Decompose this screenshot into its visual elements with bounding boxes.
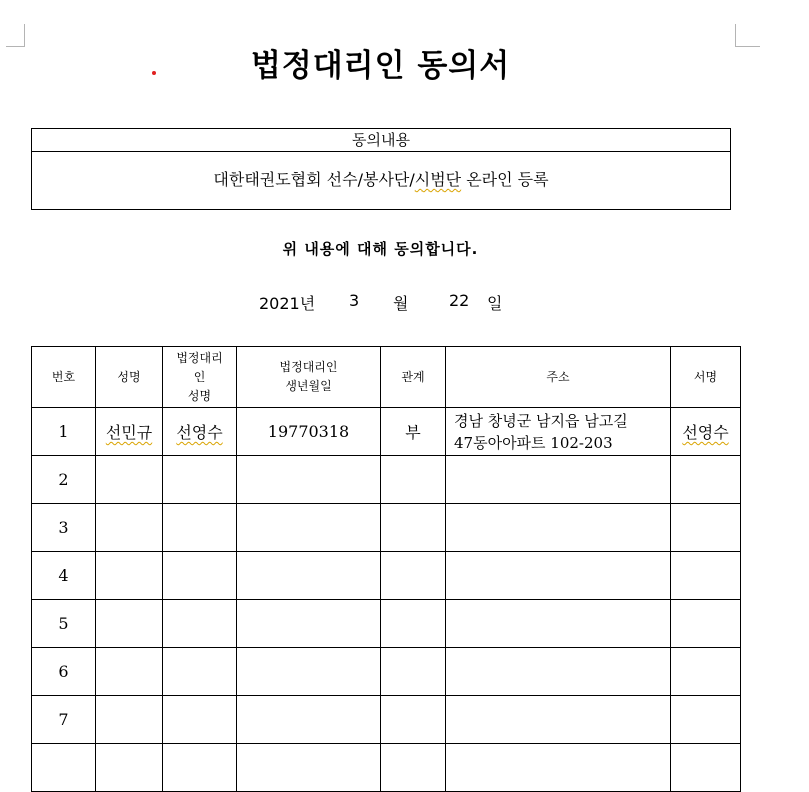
cell-relation[interactable]: [381, 696, 446, 744]
table-row: [32, 552, 741, 600]
cell-guardian-birth[interactable]: 19770318: [237, 408, 381, 456]
cell-number: 5: [32, 600, 96, 648]
header-name: 성명: [96, 347, 163, 408]
consent-text: [32, 152, 730, 208]
agree-statement: 위 내용에 대해 동의합니다.: [282, 240, 479, 258]
cell-guardian-name[interactable]: [163, 408, 237, 456]
guardian-table: [31, 346, 741, 792]
header-guardian-name-l1: 법정대리: [176, 350, 223, 365]
cell-number: 2: [32, 456, 96, 504]
consent-header: 동의내용: [32, 129, 730, 152]
date-month-unit: 월: [393, 294, 409, 313]
cell-address-l1: 경남 창녕군 남지읍 남고길: [454, 411, 628, 430]
cell-number: 6: [32, 648, 96, 696]
cell-name[interactable]: [96, 552, 163, 600]
header-relation: 관계: [381, 347, 446, 408]
table-row: [32, 504, 741, 552]
cell-signature-text: 선영수: [682, 423, 729, 442]
cell-relation[interactable]: 부: [381, 408, 446, 456]
date-year: 2021년: [259, 294, 316, 313]
cell-guardian-birth[interactable]: [237, 696, 381, 744]
cell-guardian-name[interactable]: [163, 648, 237, 696]
cell-signature[interactable]: [671, 408, 741, 456]
cell-guardian-name[interactable]: [163, 504, 237, 552]
header-guardian-birth-l2: 생년월일: [285, 379, 332, 393]
header-guardian-birth-l1: 법정대리인: [279, 360, 338, 374]
cell-name[interactable]: [96, 696, 163, 744]
cell-guardian-name[interactable]: [163, 600, 237, 648]
cell-signature[interactable]: [671, 552, 741, 600]
cell-number: 4: [32, 552, 96, 600]
consent-box: [31, 128, 731, 210]
cell-address[interactable]: [446, 648, 671, 696]
header-guardian-name-l3: 성명: [187, 388, 212, 403]
consent-text-part-2: 시범단: [414, 170, 462, 189]
header-number: 번호: [32, 347, 96, 408]
table-row: [32, 456, 741, 504]
cell-signature[interactable]: [671, 648, 741, 696]
cell-signature[interactable]: [671, 504, 741, 552]
date-day-unit: 일: [487, 294, 503, 313]
cell-guardian-name[interactable]: [163, 696, 237, 744]
cell-relation[interactable]: [381, 600, 446, 648]
cell-address[interactable]: [446, 696, 671, 744]
cell-name[interactable]: [96, 456, 163, 504]
cell-signature[interactable]: [671, 600, 741, 648]
cell-name[interactable]: [96, 408, 163, 456]
cell-number: 1: [32, 408, 96, 456]
cell-address[interactable]: [446, 552, 671, 600]
document-title: 법정대리인 동의서: [250, 48, 511, 84]
cell-guardian-name-text: 선영수: [176, 423, 223, 442]
cell-address[interactable]: [446, 456, 671, 504]
header-guardian-birth: [237, 347, 381, 408]
table-row: [32, 696, 741, 744]
header-guardian-name-l2: 인: [193, 369, 206, 384]
cell-name[interactable]: [96, 648, 163, 696]
cell-guardian-birth[interactable]: [237, 648, 381, 696]
table-row: [32, 600, 741, 648]
cell-guardian-birth[interactable]: [237, 456, 381, 504]
consent-text-part-1: 대한태권도협회 선수/봉사단/: [213, 170, 415, 189]
header-guardian-name: [163, 347, 237, 408]
cell-number: 7: [32, 696, 96, 744]
cell-address[interactable]: [446, 504, 671, 552]
cell-relation[interactable]: [381, 552, 446, 600]
table-row: [32, 648, 741, 696]
cell-guardian-name[interactable]: [163, 456, 237, 504]
cell-address[interactable]: [446, 408, 671, 456]
header-address: 주소: [446, 347, 671, 408]
cell-signature[interactable]: [671, 456, 741, 504]
cell-relation[interactable]: [381, 456, 446, 504]
table-header-row: [32, 347, 741, 408]
cell-signature[interactable]: [671, 696, 741, 744]
cell-name[interactable]: [96, 504, 163, 552]
date-month: 3: [349, 291, 360, 310]
table-row: [32, 408, 741, 456]
cell-address[interactable]: [446, 600, 671, 648]
consent-text-part-3: 온라인 등록: [461, 170, 549, 189]
cell-address-l2: 47동아아파트 102-203: [454, 433, 613, 452]
header-signature: 서명: [671, 347, 741, 408]
cell-guardian-birth[interactable]: [237, 504, 381, 552]
cell-number: 3: [32, 504, 96, 552]
date-day: 22: [449, 291, 470, 310]
cell-guardian-birth[interactable]: [237, 600, 381, 648]
cell-name-text: 선민규: [105, 423, 153, 442]
cell-name[interactable]: [96, 600, 163, 648]
cell-relation[interactable]: [381, 504, 446, 552]
cell-guardian-name[interactable]: [163, 552, 237, 600]
cell-relation[interactable]: [381, 648, 446, 696]
cell-guardian-birth[interactable]: [237, 552, 381, 600]
